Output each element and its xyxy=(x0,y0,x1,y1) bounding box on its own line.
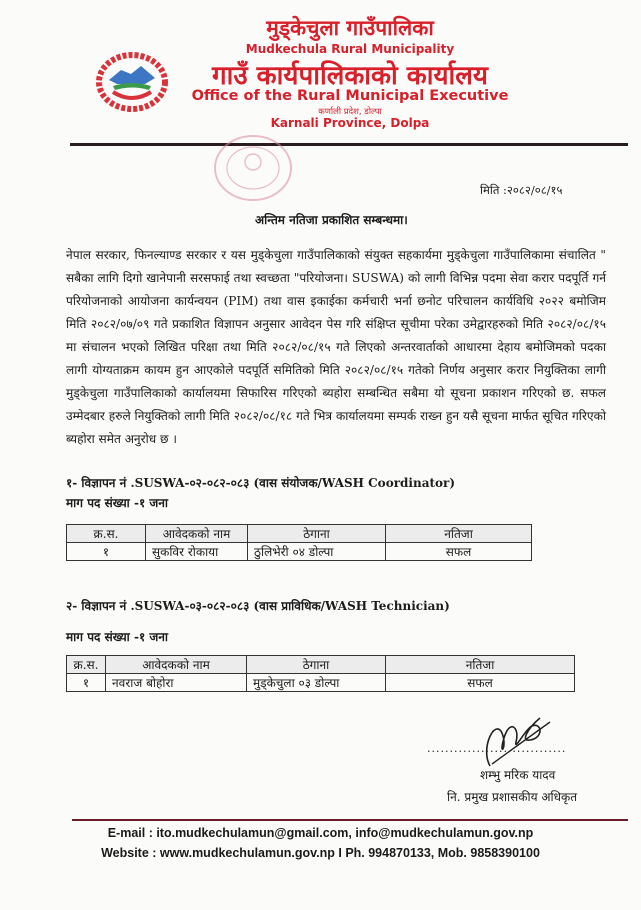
signer-title: नि. प्रमुख प्रशासकीय अधिकृत xyxy=(447,790,578,804)
province-english: Karnali Province, Dolpa xyxy=(270,116,430,130)
cell-result: सफल xyxy=(386,674,575,692)
office-name-nepali: गाउँ कार्यपालिकाको कार्यालय xyxy=(212,61,488,91)
column-header-serial: क्र.स. xyxy=(67,525,146,543)
table-row xyxy=(67,674,575,692)
cell-name: नवराज बोहोरा xyxy=(106,674,247,692)
letter-date: मिति :२०८२/०८/१५ xyxy=(480,183,563,197)
table-header-row xyxy=(67,525,532,543)
results-table-2 xyxy=(66,655,575,692)
signer-name: शम्भु मरिक यादव xyxy=(480,768,556,782)
column-header-name: आवेदकको नाम xyxy=(106,656,247,674)
cell-result: सफल xyxy=(386,543,532,561)
column-header-address: ठेगाना xyxy=(247,656,386,674)
signature-line: ............................... xyxy=(427,742,567,755)
letter-subject: अन्तिम नतिजा प्रकाशित सम्बन्धमा। xyxy=(255,213,408,227)
footer-contact: Website : www.mudkechulamun.gov.np I Ph. 994870133, Mob. 9858390100 xyxy=(101,846,540,860)
results-table-1 xyxy=(66,524,532,561)
municipality-name-english: Mudkechula Rural Municipality xyxy=(245,42,455,56)
header-divider xyxy=(70,143,628,146)
cell-name: सुकविर रोकाया xyxy=(146,543,248,561)
province-nepali: कर्णाली प्रदेश, डोल्पा xyxy=(318,107,382,117)
footer-email: E-mail : ito.mudkechulamun@gmail.com, info@mudkechulamun.gov.np xyxy=(107,826,534,840)
section-2-heading: २- विज्ञापन नं .SUSWA-०३-०८२-०८३ (वास प्राविधिक/WASH Technician) xyxy=(66,599,450,613)
column-header-result: नतिजा xyxy=(386,525,532,543)
letter-body: नेपाल सरकार, फिनल्याण्ड सरकार र यस मुड्केचुला गाउँपालिकाको संयुक्त सहकार्यमा मुड्केचुला गाउँपालिकामा संचालित " सबैका लागि दिगो खानेपानी सरसफाई तथा स्वच्छता "परियोजना। SUSWA) को लागी विभिन्न पदमा सेवा करार पदपूर्ति गर्न परियोजनाको आयोजना कार्यन्वयन (PIM) तथा वास इकाईका कर्मचारी भर्ना छनोट परिचालन कार्यविधि २०२२ बमोजिम मिति २०८२/०७/०९ गते प्रकाशित विज्ञापन अनुसार आवेदन पेस गरि संक्षिप्त सूचीमा परेका उमेद्वारहरुको मिति २०८२/०८/१५ मा संचालन भएको लिखित परिक्षा तथा मिति २०८२/०८/१५ गते लिएको अन्तरवार्ताको आधारमा देहाय बमोजिमको पदका लागी योग्यताक्रम कायम हुन आएकोले पदपूर्ति समितिको मिति २०८२/०८/१५ गतेको निर्णय अनुसार करार नियुक्तिका लागी मुड्केचुला गाउँपालिकाको कार्यालयमा सिफारिस गरिएको ब्यहोरा सम्बन्धित सबैमा यो सूचना प्रकाशन गरिएको छ. सफल उम्मेदबार हरुले नियुक्तिको लागी मिति २०८२/०८/१८ गते भित्र कार्यालयमा सम्पर्क राख्न हुन यसै सूचना मार्फत सूचित गरिएको ब्यहोरा समेत अनुरोध छ । xyxy=(66,248,606,446)
column-header-serial: क्र.स. xyxy=(67,656,106,674)
cell-address: मुड्केचुला ०३ डोल्पा xyxy=(247,674,386,692)
section-2-demand: माग पद संख्या -१ जना xyxy=(66,630,169,644)
section-1-demand: माग पद संख्या -१ जना xyxy=(66,496,169,510)
municipality-name-nepali: मुड्केचुला गाउँपालिका xyxy=(266,16,434,40)
section-1-heading: १- विज्ञापन नं .SUSWA-०२-०८२-०८३ (वास संयोजक/WASH Coordinator) xyxy=(66,476,456,490)
table-row xyxy=(67,543,532,561)
table-header-row xyxy=(67,656,575,674)
cell-serial: १ xyxy=(67,674,106,692)
cell-address: ठुलिभेरी ०४ डोल्पा xyxy=(248,543,386,561)
office-seal-stamp-icon xyxy=(208,132,298,212)
office-name-english: Office of the Rural Municipal Executive xyxy=(191,88,509,104)
column-header-name: आवेदकको नाम xyxy=(146,525,248,543)
column-header-address: ठेगाना xyxy=(248,525,386,543)
cell-serial: १ xyxy=(67,543,146,561)
handwritten-signature xyxy=(470,708,560,770)
column-header-result: नतिजा xyxy=(386,656,575,674)
footer-divider xyxy=(72,819,628,821)
